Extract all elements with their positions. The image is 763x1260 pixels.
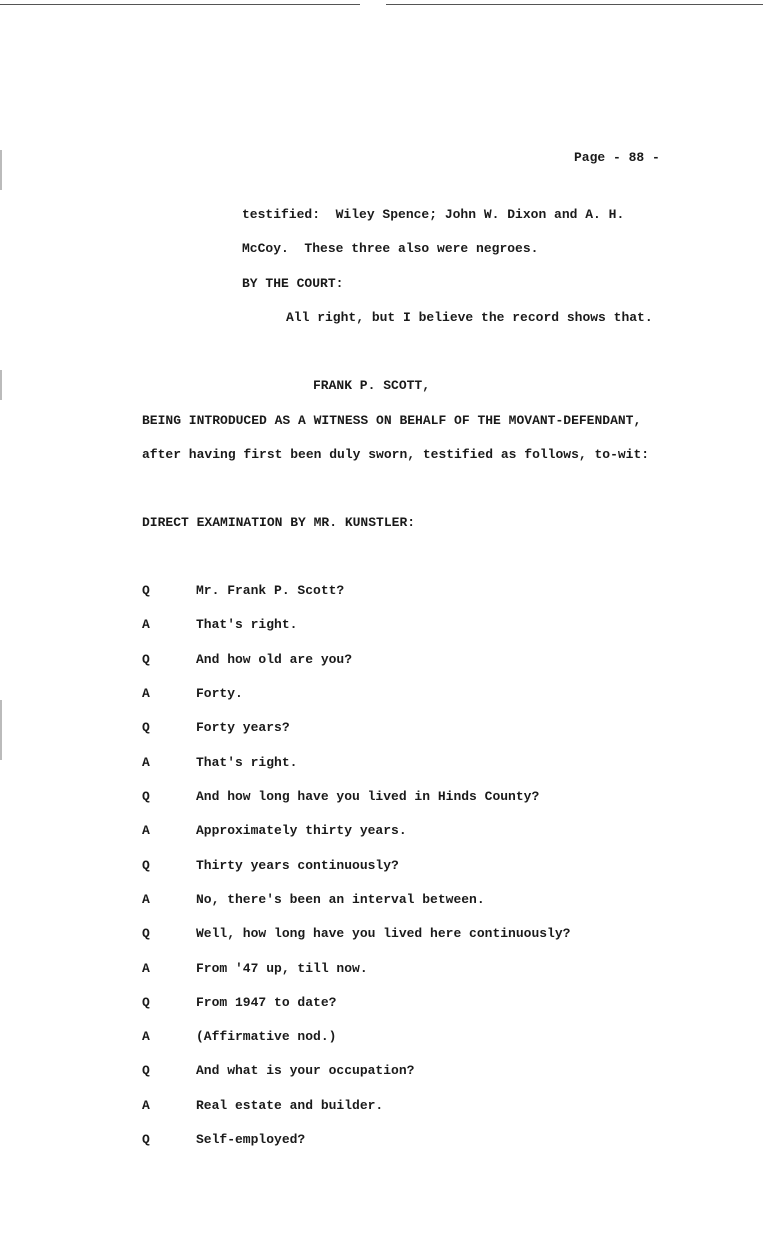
- text-line: McCoy. These three also were negroes.: [242, 241, 539, 256]
- witness-intro: after having first been duly sworn, testified as follows, to-wit:: [142, 447, 650, 462]
- qa-label: A: [142, 686, 150, 701]
- qa-label: Q: [142, 789, 150, 804]
- qa-text: Well, how long have you lived here continuously?: [196, 926, 571, 941]
- top-rule-left: [0, 4, 360, 5]
- witness-name: FRANK P. SCOTT,: [313, 378, 431, 393]
- qa-text: Forty.: [196, 686, 243, 701]
- qa-text: Mr. Frank P. Scott?: [196, 583, 345, 598]
- qa-text: And how old are you?: [196, 652, 353, 667]
- qa-text: No, there's been an interval between.: [196, 892, 485, 907]
- qa-label: A: [142, 961, 150, 976]
- qa-label: Q: [142, 858, 150, 873]
- page-number: Page - 88 -: [574, 150, 660, 165]
- qa-text: Self-employed?: [196, 1132, 306, 1147]
- qa-text: Thirty years continuously?: [196, 858, 399, 873]
- qa-label: Q: [142, 1063, 150, 1078]
- qa-text: Real estate and builder.: [196, 1098, 384, 1113]
- qa-text: That's right.: [196, 617, 298, 632]
- qa-label: A: [142, 1098, 150, 1113]
- qa-label: Q: [142, 926, 150, 941]
- qa-text: That's right.: [196, 755, 298, 770]
- witness-intro: BEING INTRODUCED AS A WITNESS ON BEHALF OF THE MOVANT-DEFENDANT,: [142, 413, 642, 428]
- qa-label: A: [142, 755, 150, 770]
- top-rule-right: [386, 4, 763, 5]
- qa-label: Q: [142, 995, 150, 1010]
- qa-text: (Affirmative nod.): [196, 1029, 337, 1044]
- text-line: testified: Wiley Spence; John W. Dixon and A. H.: [242, 207, 625, 222]
- speaker-heading: BY THE COURT:: [242, 276, 344, 291]
- scan-edge-mark: [0, 150, 2, 190]
- qa-text: And how long have you lived in Hinds County?: [196, 789, 540, 804]
- qa-label: Q: [142, 720, 150, 735]
- qa-label: A: [142, 823, 150, 838]
- qa-text: From 1947 to date?: [196, 995, 337, 1010]
- qa-text: Approximately thirty years.: [196, 823, 407, 838]
- text-line: All right, but I believe the record shows that.: [286, 310, 653, 325]
- qa-label: Q: [142, 1132, 150, 1147]
- exam-heading: DIRECT EXAMINATION BY MR. KUNSTLER:: [142, 515, 416, 530]
- qa-label: A: [142, 617, 150, 632]
- scan-edge-mark: [0, 700, 2, 760]
- qa-text: Forty years?: [196, 720, 290, 735]
- qa-label: Q: [142, 583, 150, 598]
- qa-label: Q: [142, 652, 150, 667]
- scan-edge-mark: [0, 370, 2, 400]
- qa-text: And what is your occupation?: [196, 1063, 415, 1078]
- qa-label: A: [142, 892, 150, 907]
- qa-label: A: [142, 1029, 150, 1044]
- qa-text: From '47 up, till now.: [196, 961, 368, 976]
